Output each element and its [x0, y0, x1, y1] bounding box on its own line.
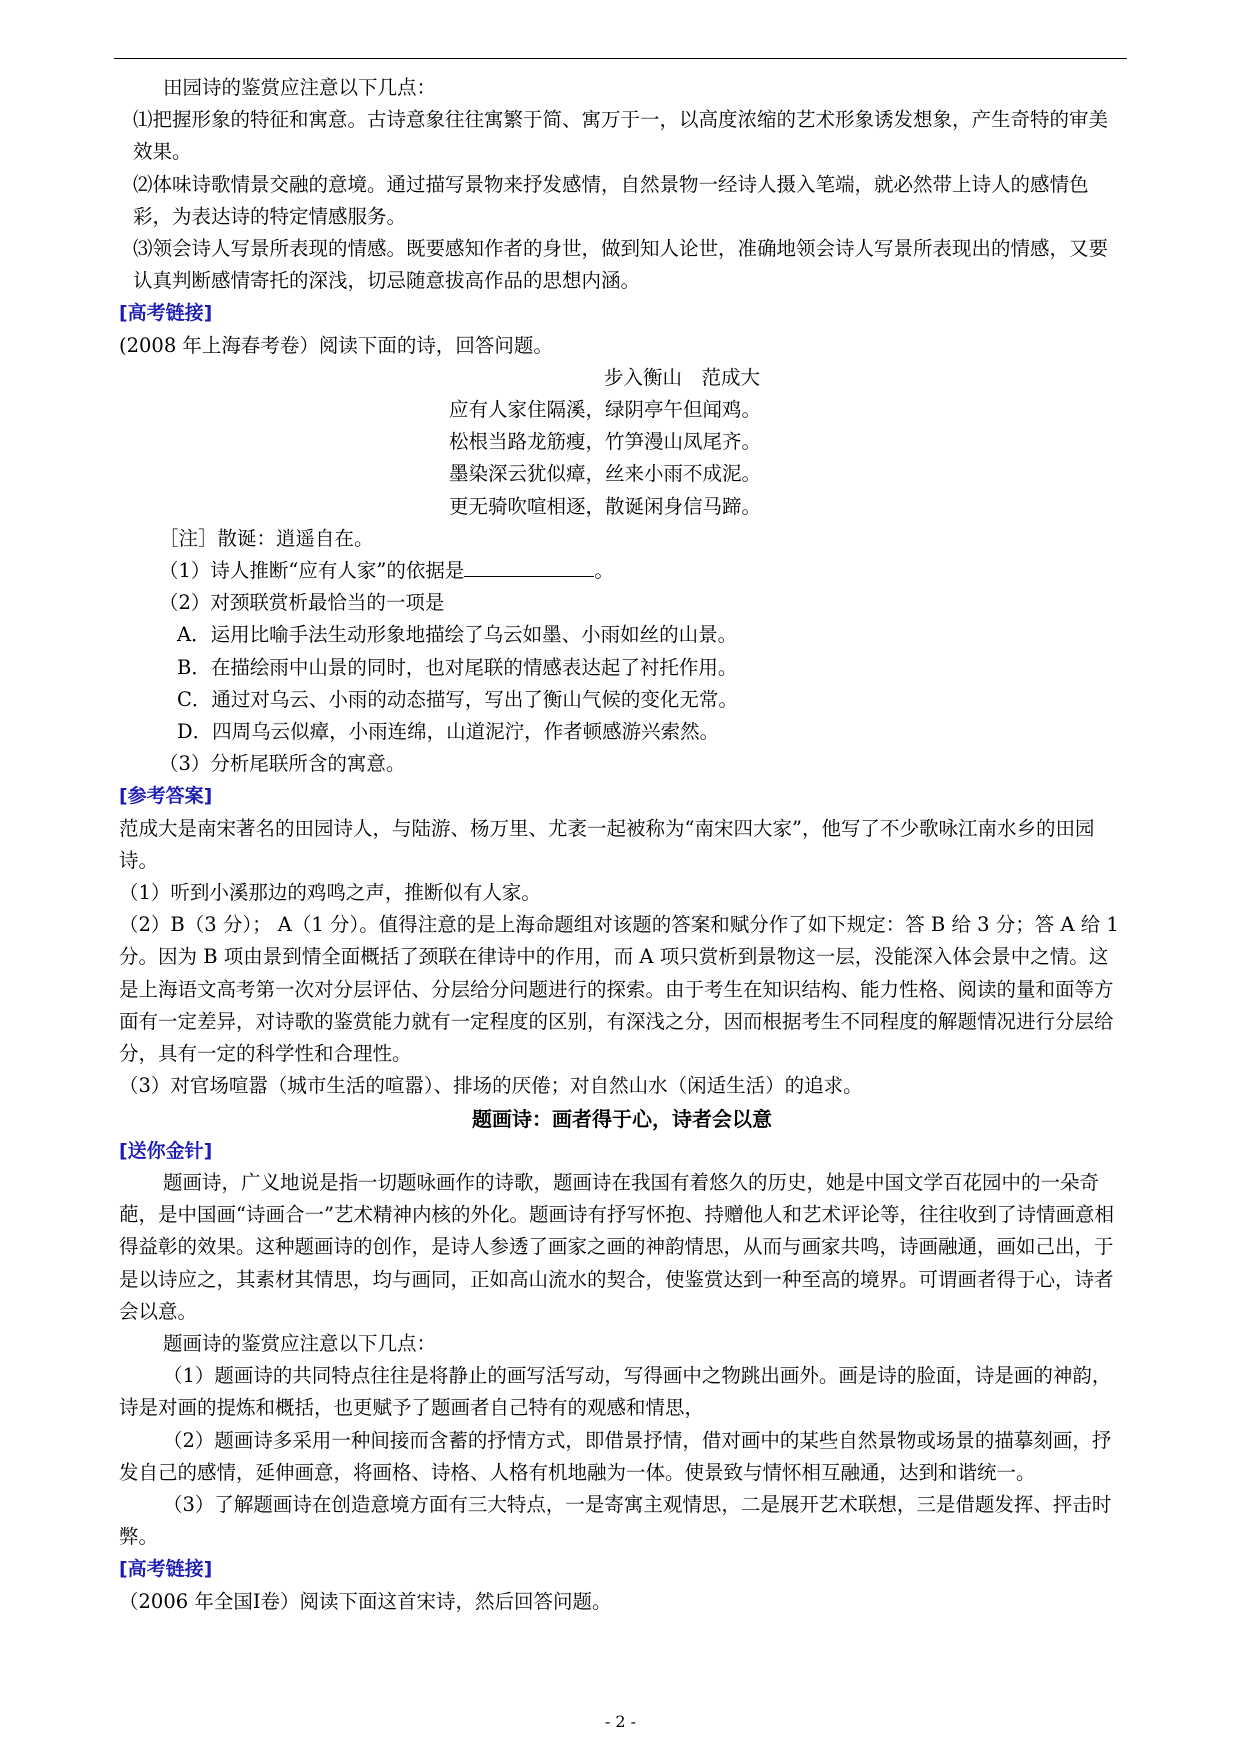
question-3: （3）分析尾联所含的寓意。 [159, 752, 406, 776]
exam-link-heading-2: [高考链接] [119, 1558, 213, 1581]
section-title: 题画诗：画者得于心，诗者会以意 [472, 1106, 772, 1131]
answer-1: （1）听到小溪那边的鸡鸣之声，推断似有人家。 [119, 881, 541, 905]
option-d: D．四周乌云似瘴，小雨连绵，山道泥泞，作者顿感游兴索然。 [177, 720, 720, 744]
answer-heading: [参考答案] [119, 785, 213, 808]
answer-blank [464, 556, 594, 577]
poem-title: 步入衡山 范成大 [603, 365, 760, 389]
poem-line: 墨染深云犹似瘴，丝来小雨不成泥。 [449, 462, 762, 486]
tips-intro: 题画诗的鉴赏应注意以下几点： [163, 1331, 437, 1355]
poem-line: 应有人家住隔溪，绿阴亭午但闻鸡。 [449, 398, 762, 422]
exam-source: (2008 年上海春考卷）阅读下面的诗，回答问题。 [119, 333, 553, 357]
answer-2: （2）B（3 分）； A（1 分）。值得注意的是上海命题组对该题的答案和赋分作了如下规定：答 B 给 3 分；答 A 给 1 分。因为 B 项由景到情全面概括了颈联在律诗中的作用，而 A 项只赏析到景物这一层，没能深入体会景中之情。这是上海语文高考第一次对分层评估、分层给分问题进行的探索。由于考生在知识结构、能力性格、阅读的量和面等方面有一定差异，对诗歌的鉴赏能力就有一定程度的区别，有深浅之分，因而根据考生不同程度的解题情况进行分层给分，具有一定的科学性和合理性。 [119, 913, 1119, 1066]
point-2: ⑵体味诗歌情景交融的意境。通过描写景物来抒发感情，自然景物一经诗人摄入笔端，就必然带上诗人的感情色彩，为表达诗的特定情感服务。 [133, 172, 1089, 228]
exam-link-heading: [高考链接] [119, 302, 213, 325]
poem-line: 松根当路龙筋瘦，竹笋漫山凤尾齐。 [449, 430, 762, 454]
poem-line: 更无骑吹喧相逐，散诞闲身信马蹄。 [449, 494, 762, 518]
header-rule [114, 58, 1127, 59]
poem-note: ［注］散诞：逍遥自在。 [159, 526, 374, 550]
question-2: （2）对颈联赏析最恰当的一项是 [159, 591, 445, 615]
point-3: ⑶领会诗人写景所表现的情感。既要感知作者的身世，做到知人论世，准确地领会诗人写景所表现出的情感，又要认真判断感情寄托的深浅，切忌随意拔高作品的思想内涵。 [133, 237, 1109, 293]
tips-point-3: （3）了解题画诗在创造意境方面有三大特点，一是寄寓主观情思，二是展开艺术联想，三是借题发挥、抨击时弊。 [119, 1492, 1112, 1549]
tips-point-2: （2）题画诗多采用一种间接而含蓄的抒情方式，即借景抒情，借对画中的某些自然景物或场景的描摹刻画，抒发自己的感情，延伸画意，将画格、诗格、人格有机地融为一体。使景致与情怀相互融通，达到和谐统一。 [119, 1428, 1112, 1484]
intro-paragraph: 田园诗的鉴赏应注意以下几点： [163, 76, 437, 99]
tips-paragraph: 题画诗，广义地说是指一切题咏画作的诗歌，题画诗在我国有着悠久的历史，她是中国文学百花园中的一朵奇葩，是中国画“诗画合一”艺术精神内核的外化。题画诗有抒写怀抱、持赠他人和艺术评论等，往往收到了诗情画意相得益彰的效果。这种题画诗的创作，是诗人参透了画家之画的神韵情思，从而与画家共鸣，诗画融通，画如己出，于是以诗应之，其素材其情思，均与画同，正如高山流水的契合，使鉴赏达到一种至高的境界。可谓画者得于心，诗者会以意。 [119, 1170, 1114, 1323]
tips-heading: [送你金针] [119, 1139, 213, 1162]
point-1: ⑴把握形象的特征和寓意。古诗意象往往寓繁于简、寓万于一，以高度浓缩的艺术形象诱发想象，产生奇特的审美效果。 [133, 108, 1109, 164]
option-c: C．通过对乌云、小雨的动态描写，写出了衡山气候的变化无常。 [177, 687, 738, 711]
page-number: - 2 - [604, 1712, 637, 1731]
document-body [119, 72, 1125, 1618]
question-1-text: （1）诗人推断“应有人家”的依据是 [159, 559, 465, 583]
answer-intro: 范成大是南宋著名的田园诗人，与陆游、杨万里、尤袤一起被称为“南宋四大家”，他写了不少歌咏江南水乡的田园诗。 [119, 816, 1095, 872]
answer-3: （3）对官场喧嚣（城市生活的喧嚣）、排场的厌倦；对自然山水（闲适生活）的追求。 [119, 1074, 863, 1098]
option-a: A．运用比喻手法生动形象地描绘了乌云如墨、小雨如丝的山景。 [177, 623, 738, 647]
question-1-end: 。 [594, 559, 614, 583]
tips-point-1: （1）题画诗的共同特点往往是将静止的画写活写动，写得画中之物跳出画外。画是诗的脸面，诗是画的神韵，诗是对画的提炼和概括，也更赋予了题画者自己特有的观感和情思， [119, 1364, 1112, 1420]
question-1 [119, 555, 1125, 587]
option-b: B．在描绘雨中山景的同时，也对尾联的情感表达起了衬托作用。 [177, 655, 738, 679]
exam-source-2: （2006 年全国Ⅰ卷）阅读下面这首宋诗，然后回答问题。 [119, 1589, 612, 1613]
